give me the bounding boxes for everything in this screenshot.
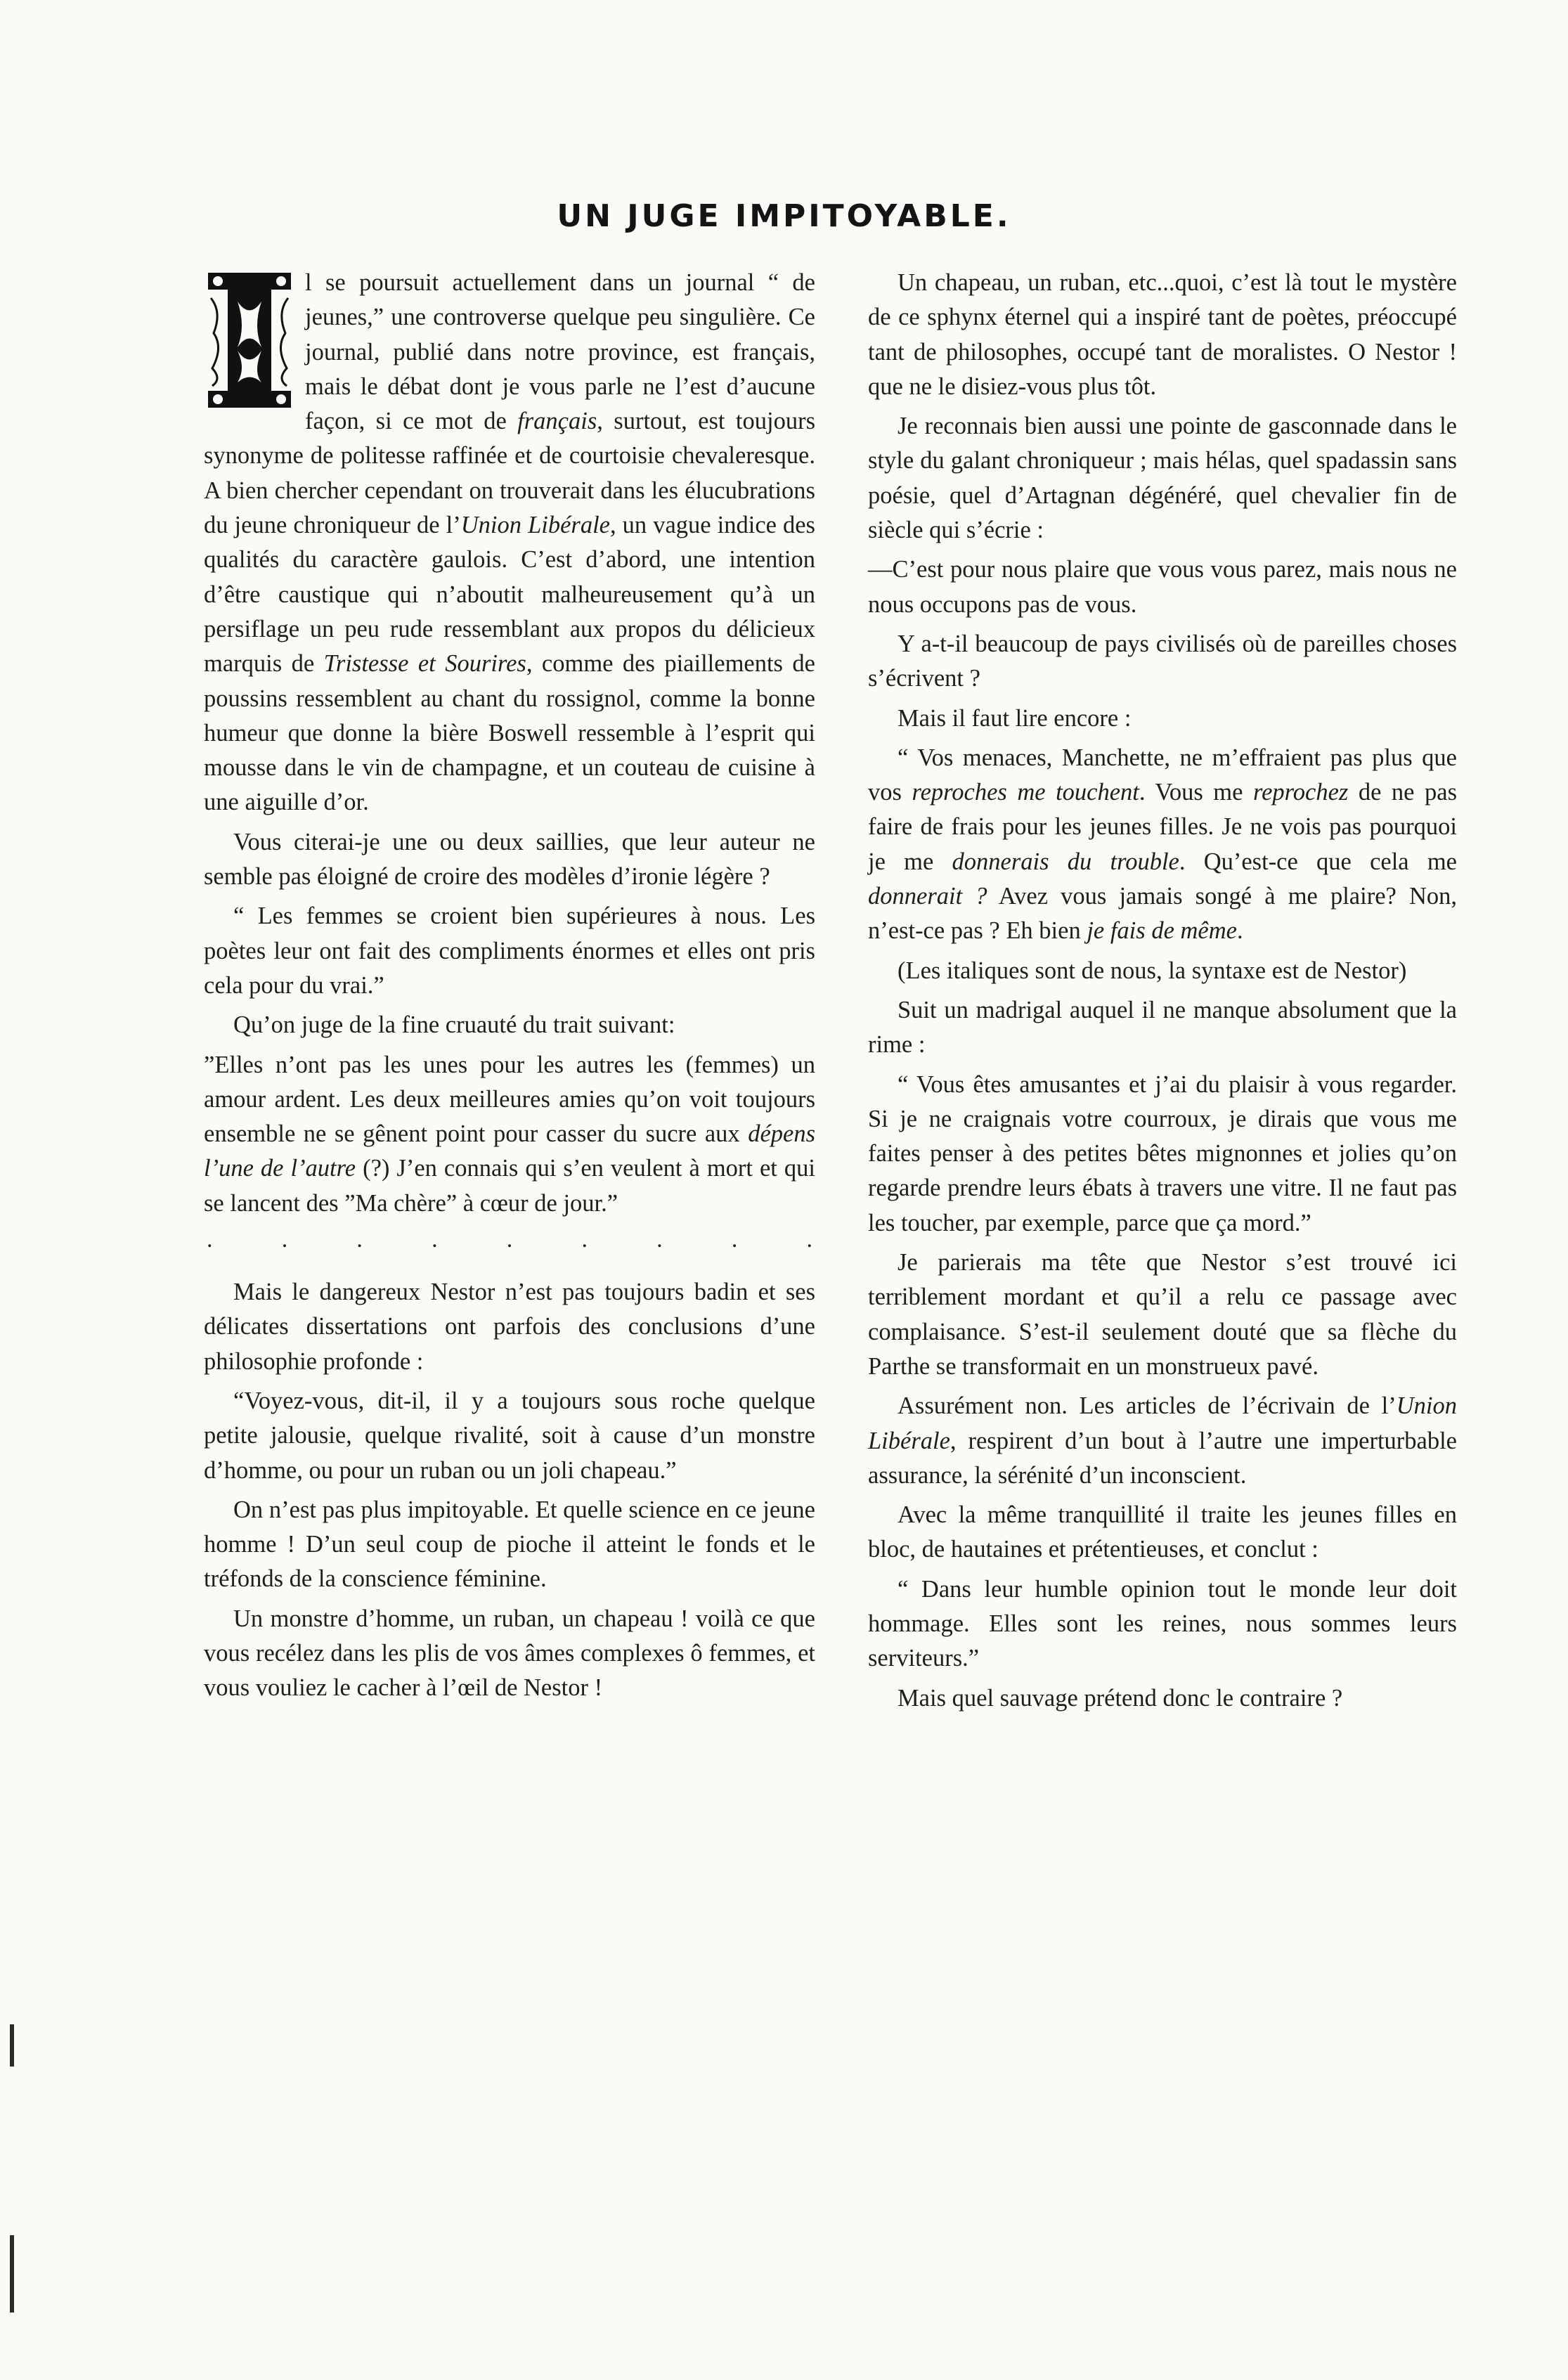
paragraph: Mais il faut lire encore : xyxy=(898,704,1132,732)
paragraph: Qu’on juge de la fine cruauté du trait suivant: xyxy=(233,1011,675,1039)
paragraph: Suit un madrigal auquel il ne manque absolument que la rime : xyxy=(868,996,1457,1059)
paragraph: ”Elles n’ont pas les unes pour les autres les (femmes) un amour ardent. Les deux meilleures amies qu’on voit toujours ensemble ne se gênent point pour casser du sucre aux dépens l’une de l’autre (?) J’en connais qui s’en veulent à mort et qui se lancent des ”Ma chère” à cœur de jour.” xyxy=(204,1051,815,1217)
article-title: UN JUGE IMPITOYABLE. xyxy=(557,198,1011,234)
paragraph: Vous citerai-je une ou deux saillies, que leur auteur ne semble pas éloigné de croire des modèles d’ironie légère ? xyxy=(204,828,815,891)
paragraph: (Les italiques sont de nous, la syntaxe est de Nestor) xyxy=(898,957,1407,984)
paragraph: Avec la même tranquillité il traite les jeunes filles en bloc, de hautaines et prétentieuses, et conclut : xyxy=(868,1501,1457,1563)
right-column xyxy=(868,266,1457,1721)
paragraph: Je parierais ma tête que Nestor s’est trouvé ici terriblement mordant et qu’il a relu ce passage avec complaisance. S’est-il seulement douté que sa flèche du Parthe se transformait en un monstrueux pavé. xyxy=(868,1249,1457,1380)
paragraph: “ Dans leur humble opinion tout le monde leur doit hommage. Elles sont les reines, nous sommes leurs serviteurs.” xyxy=(868,1575,1457,1672)
scan-edge-mark xyxy=(10,2024,14,2067)
paragraph: “ Vos menaces, Manchette, ne m’effraient pas plus que vos reproches me touchent. Vous me reprochez de ne pas faire de frais pour les jeunes filles. Je ne vois pas pourquoi je me donnerais du trouble. Qu’est-ce que cela me donnerait ? Avez vous jamais songé à me plaire? Non, n’est-ce pas ? Eh bien je fais de même. xyxy=(868,744,1457,945)
paragraph: Assurément non. Les articles de l’écrivain de l’Union Libérale, respirent d’un bout à l’autre une imperturbable assurance, la sérénité d’un inconscient. xyxy=(868,1392,1457,1489)
paragraph: “Voyez-vous, dit-il, il y a toujours sous roche quelque petite jalousie, quelque rivalité, soit à cause d’un monstre d’homme, ou pour un ruban ou un joli chapeau.” xyxy=(204,1387,815,1484)
paragraph: —C’est pour nous plaire que vous vous parez, mais nous ne nous occupons pas de vous. xyxy=(868,556,1457,618)
scan-edge-mark xyxy=(10,2235,14,2313)
paragraph: l se poursuit actuellement dans un journal “ de jeunes,” une controverse quelque peu singulière. Ce journal, publié dans notre province, est français, mais le débat dont je vous parle ne l’est d’aucune façon, si ce mot de français, surtout, est toujours synonyme de politesse raffinée et de courtoisie chevaleresque. A bien chercher cependant on trouverait dans les élucubrations du jeune chroniqueur de l’Union Libérale, un vague indice des qualités du caractère gaulois. C’est d’abord, une intention d’être caustique qui n’aboutit malheureusement qu’à un persiflage un peu rude ressemblant aux propos du délicieux marquis de Tristesse et Sourires, comme des piaillements de poussins ressemblent au chant du rossignol, comme la bonne humeur que donne la bière Boswell ressemble à l’esprit qui mousse dans le vin de champagne, et un couteau de cuisine à une aiguille d’or. xyxy=(204,269,815,816)
paragraph: Un chapeau, un ruban, etc...quoi, c’est là tout le mystère de ce sphynx éternel qui a inspiré tant de poètes, préoccupé tant de philosophes, occupé tant de moralistes. O Nestor ! que ne le disiez-vous plus tôt. xyxy=(868,269,1457,400)
paragraph: “ Les femmes se croient bien supérieures à nous. Les poètes leur ont fait des compliments énormes et elles ont pris cela pour du vrai.” xyxy=(204,903,815,999)
paragraph: Je reconnais bien aussi une pointe de gasconnade dans le style du galant chroniqueur ; mais hélas, quel spadassin sans poésie, quel d’Artagnan dégénéré, quel chevalier fin de siècle qui s’écrie : xyxy=(868,413,1457,544)
paragraph: On n’est pas plus impitoyable. Et quelle science en ce jeune homme ! D’un seul coup de pioche il atteint le fonds et le tréfonds de la conscience féminine. xyxy=(204,1496,815,1593)
paragraph: Mais quel sauvage prétend donc le contraire ? xyxy=(898,1684,1343,1712)
paragraph: Y a-t-il beaucoup de pays civilisés où de pareilles choses s’écrivent ? xyxy=(868,630,1457,692)
ornate-dropcap xyxy=(204,270,295,410)
left-column xyxy=(204,266,815,1711)
dropcap-ornament-icon xyxy=(204,270,295,410)
paragraph: “ Vous êtes amusantes et j’ai du plaisir à vous regarder. Si je ne craignais votre courroux, je dirais que vous me faites penser à des petites bêtes mignonnes et jolies qu’on regarde prendre leurs ébats à travers une vitre. Il ne faut pas les toucher, par exemple, parce que ça mord.” xyxy=(868,1071,1457,1236)
paragraph: Mais le dangereux Nestor n’est pas toujours badin et ses délicates dissertations ont parfois des conclusions d’une philosophie profonde : xyxy=(204,1279,815,1375)
ellipsis-separator: . . . . . . . . . xyxy=(207,1227,812,1253)
paragraph: Un monstre d’homme, un ruban, un chapeau ! voilà ce que vous recélez dans les plis de vos âmes complexes ô femmes, et vous vouliez le cacher à l’œil de Nestor ! xyxy=(204,1605,815,1702)
